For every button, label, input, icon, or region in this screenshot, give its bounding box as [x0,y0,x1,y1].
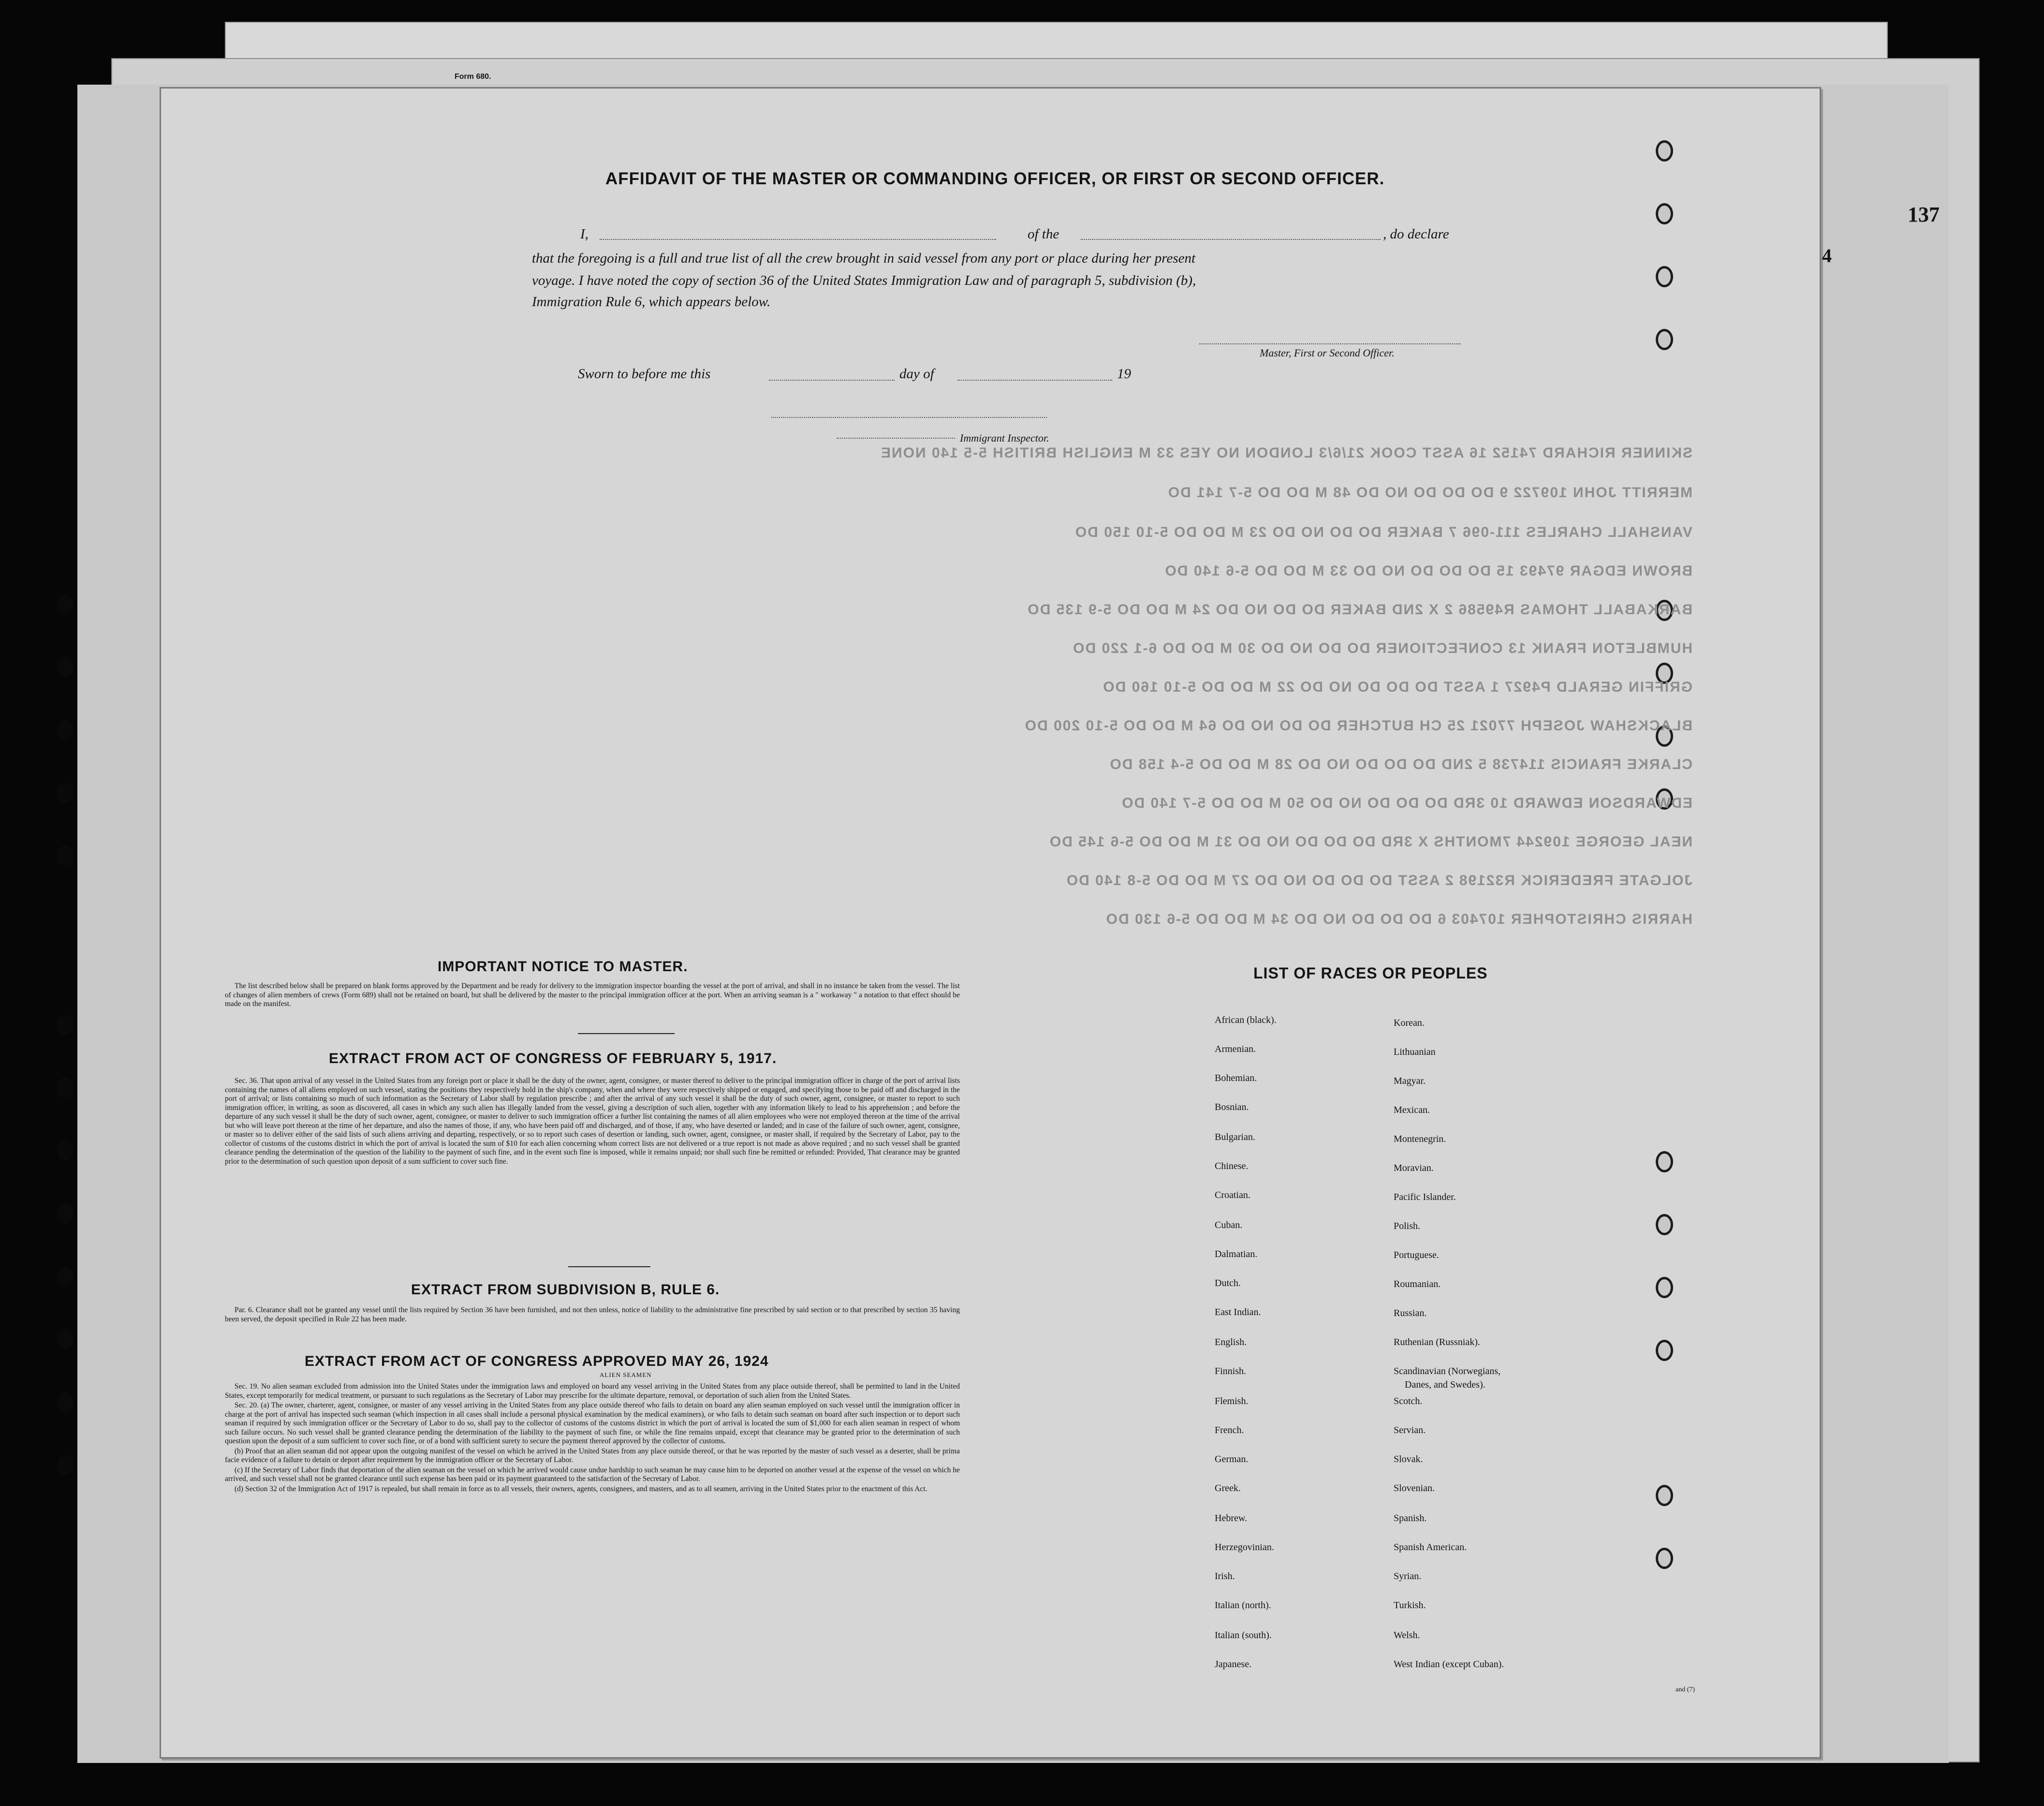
race-item: Moravian. [1394,1163,1434,1173]
name-blank [600,239,996,240]
punch-ring [1656,203,1673,224]
extract-1924-sec20b: (b) Proof that an alien seaman did not appear upon the outgoing manifest of the vessel on which he arrived in the United States from any place outside thereof, or that he was reported by the master of such vessel as a deserter, shall be prima facie evidence of a failure to detain or deport after requirement by the immigration officer or the Secretary of Labor. [225,1447,960,1464]
punch-ring [1656,266,1673,287]
race-item: Bohemian. [1215,1073,1257,1083]
race-item: Turkish. [1394,1600,1426,1611]
race-item: Irish. [1215,1571,1235,1582]
punch-ring [1656,329,1673,350]
bleed-through-row: GRIFFIN GERALD P4927 1 ASST DO DO DO NO DO 22 M DO DO 5-10 160 DO [1102,679,1692,695]
inspector-blank-upper [771,417,1047,418]
extract-rule6-text [225,1306,960,1325]
punch-hole [57,1078,74,1098]
bleed-through-row: VANSHALL CHARLES 111-096 7 BAKER DO DO NO DO 23 M DO DO 5-10 150 DO [1074,524,1692,540]
punch-hole [57,1015,74,1035]
bleed-through-row: HUMBLETON FRANK 13 CONFECTIONER DO DO NO DO 30 M DO DO 6-1 220 DO [1072,640,1692,656]
punch-ring [1656,1548,1673,1569]
race-item: East Indian. [1215,1307,1261,1317]
punch-hole [57,1455,74,1475]
sworn-day-blank [769,380,895,381]
sworn-text: Sworn to before me this [578,366,711,382]
race-item: German. [1215,1454,1249,1465]
race-item: Croatian. [1215,1190,1250,1200]
important-notice-title: IMPORTANT NOTICE TO MASTER. [438,959,688,975]
extract-1924-title: EXTRACT FROM ACT OF CONGRESS APPROVED MAY 26, 1924 [305,1353,769,1369]
extract-rule6-paragraph: Par. 6. Clearance shall not be granted any vessel until the lists required by Section 36 have been furnished, and not then unless, notice of liability to the administrative fine prescribed by said section or to that prescribed by section 35 having been served, the deposit specified in Rule 22 has been made. [225,1306,960,1323]
punch-hole [57,1140,74,1161]
extract-1917-text [225,1077,960,1167]
inspector-label: Immigrant Inspector. [960,432,1049,444]
race-item: Slovenian. [1394,1483,1435,1494]
race-item: Italian (south). [1215,1630,1272,1641]
race-item: Mexican. [1394,1105,1430,1115]
race-item: Greek. [1215,1483,1241,1494]
extract-1924-sec20a: Sec. 20. (a) The owner, charterer, agent, consignee, or master of any vessel arriving in the United States from any place outside thereof who fails to detain on board any alien seaman employed on such vessel until the immigration officer in charge at the port of arrival has inspected such seaman (which inspection in all cases shall include a personal physical examination by the medical examiners), or who fails to detain such seaman on board after such inspection or to deport such seaman if required by such immigration officer or the Secretary of Labor to do so, shall pay to the collector of customs of the customs district in which the port of arrival is located the sum of $1,000 for each alien seaman in respect of whom such failure occurs. No such vessel shall be granted clearance pending the determination of the liability to the payment of such fine, or while the fine remains unpaid, except that clearance may be granted prior to the determination of such question upon the deposit of a sum sufficient to cover such fine, or of a bond with sufficient surety to secure the payment thereof approved by the collector of customs. [225,1401,960,1445]
affidavit-i: I, [580,226,588,242]
affidavit-line-3: voyage. I have noted the copy of section 36 of the United States Immigration Law and of paragraph 5, subdivision (b), [532,273,1196,288]
extract-rule6-title: EXTRACT FROM SUBDIVISION B, RULE 6. [411,1282,720,1298]
punch-ring [1656,1340,1673,1361]
race-item: Polish. [1394,1221,1421,1231]
extract-1917-paragraph: Sec. 36. That upon arrival of any vessel in the United States from any foreign port or place it shall be the duty of the owner, agent, consignee, or master thereof to deliver to the principal immigration officer in charge of the port of arrival lists containing the names of all aliens employed on such vessel, stating the positions they respectively hold in the ship's company, when and where they were respectively shipped or engaged, and specifying those to be paid off and discharged in the port of arrival; or lists containing so much of such information as the Secretary of Labor shall by regulation prescribe ; and after the arrival of any such vessel it shall be the duty of such owner, agent, consignee, or master to report to such immigration officer, in writing, as soon as discovered, all cases in which any such alien has illegally landed from the vessel, giving a description of such alien, together with any information likely to lead to his apprehension ; and before the departure of any such vessel it shall be the duty of such owner, agent, consignee, or master to deliver to such immigration officer a further list containing the names of all alien employees who were not employed thereon at the time of the arrival but who will leave port thereon at the time of her departure, and also the names of those, if any, who have been paid off and discharged, and of those, if any, who have deserted or landed; and in case of the failure of such owner, agent, consignee, or master so to deliver either of the said lists of such aliens arriving and departing, respectively, or so to report such cases of desertion or landing, such owner, agent, consignee, or master shall, if required by the Secretary of Labor, pay to the collector of customs of the customs district in which the port of arrival is located the sum of $10 for each alien concerning whom correct lists are not delivered or a true report is not made as above required ; and no such vessel shall be granted clearance pending the determination of the question of the liability to the payment of such fine, and in the event such fine is imposed, while it remains unpaid; nor shall such fine be remitted or refunded: Provided, That clearance may be granted prior to the determination of such question upon deposit of a sum sufficient to cover such fine. [225,1077,960,1166]
important-notice-text [225,982,960,1010]
race-item: Armenian. [1215,1044,1256,1054]
race-item: Montenegrin. [1394,1134,1446,1144]
punch-ring [1656,1151,1673,1172]
race-item: Chinese. [1215,1161,1249,1171]
race-item: Dutch. [1215,1278,1241,1288]
affidavit-title: AFFIDAVIT OF THE MASTER OR COMMANDING OFFICER, OR FIRST OR SECOND OFFICER. [605,169,1385,188]
punch-ring [1656,140,1673,162]
affidavit-declare: , do declare [1383,226,1449,242]
sworn-month-blank [957,380,1112,381]
punch-hole [57,783,74,803]
inspector-blank [837,438,955,439]
affidavit-line-4: Immigration Rule 6, which appears below. [532,294,771,310]
race-item: Italian (north). [1215,1600,1271,1611]
section-divider [568,1266,650,1267]
punch-hole [57,1266,74,1287]
race-item: Herzegovinian. [1215,1542,1274,1553]
race-item: Roumanian. [1394,1279,1441,1289]
bleed-through-row: NEAL GEORGE 109244 7MONTHS X 3RD DO DO DO NO DO 31 M DO DO 5-6 145 DO [1048,834,1692,850]
bleed-through-row: HARRIS CHRISTOPHER 107403 6 DO DO DO NO DO 34 M DO DO 5-6 130 DO [1105,911,1692,927]
page-number: 137 [1908,203,1940,226]
race-item: Hebrew. [1215,1513,1248,1524]
race-item: Pacific Islander. [1394,1192,1456,1202]
race-item: Bosnian. [1215,1102,1249,1112]
section-divider [578,1033,675,1034]
punch-ring [1656,1485,1673,1506]
important-notice-paragraph: The list described below shall be prepared on blank forms approved by the Department and be ready for delivery to the immigration inspector boarding the vessel at the port of arrival, and shall in no instance be taken from the vessel. The list of changes of alien members of crews (Form 689) shall not be retained on board, but shall be delivered by the master to the principal immigration officer at the port. When an arriving seaman is a " workaway " a notation to that effect should be made on the manifest. [225,982,960,1008]
bleed-through-row: SKINNER RICHARD 74152 16 ASST COOK 21/6/3 LONDON NO YES 33 M ENGLISH BRITISH 5-5 140 NONE [880,445,1692,461]
race-item: Portuguese. [1394,1250,1439,1260]
race-item: Cuban. [1215,1220,1243,1230]
form-number: Form 680. [455,73,491,81]
race-item: Servian. [1394,1425,1426,1436]
race-item: Scandinavian (Norwegians, [1394,1366,1501,1377]
race-item: Flemish. [1215,1396,1249,1406]
page-mark: 4 [1822,245,1832,266]
race-item: Syrian. [1394,1571,1422,1582]
affidavit-line-2: that the foregoing is a full and true list of all the crew brought in said vessel from any port or place during her present [532,251,1196,266]
race-item: Korean. [1394,1018,1425,1028]
race-item: Magyar. [1394,1076,1426,1086]
signature-blank [1199,343,1460,344]
race-item-continued: Danes, and Swedes). [1405,1379,1485,1390]
punch-hole [57,845,74,866]
race-item: Japanese. [1215,1659,1252,1670]
race-item: French. [1215,1425,1244,1436]
race-item: Ruthenian (Russniak). [1394,1337,1480,1347]
race-item: English. [1215,1337,1247,1347]
bleed-through-row: MERRITT JOHN 109722 9 DO DO DO NO DO 48 M DO DO 5-7 141 DO [1167,485,1692,501]
extract-1924-sec20d: (d) Section 32 of the Immigration Act of 1917 is repealed, but shall remain in force as to all vessels, their owners, agents, consignees, and masters, and as to all seamen, arriving in the United States prior to the enactment of this Act. [235,1484,927,1493]
race-item: Spanish American. [1394,1542,1467,1553]
extract-1924-text [225,1382,960,1495]
race-item: Russian. [1394,1308,1427,1318]
race-item: Spanish. [1394,1513,1427,1524]
race-item: Welsh. [1394,1630,1420,1641]
race-item: Dalmatian. [1215,1249,1258,1259]
sworn-year: 19 [1117,366,1131,382]
extract-1924-sec20c: (c) If the Secretary of Labor finds that deportation of the alien seaman on the vessel on which he arrived would cause undue hardship to such seaman he may cause him to be deported on another vessel at the expense of the vessel on which he arrived, and such vessel shall not be granted clearance until such expense has been paid or its payment guaranteed to the satisfaction of the Secretary of Labor. [225,1466,960,1483]
punch-hole [57,1329,74,1349]
race-item: West Indian (except Cuban). [1394,1659,1504,1670]
bleed-through-row: CLARKE FRANCIS 114738 5 2ND DO DO DO NO DO 28 M DO DO 5-4 158 DO [1109,756,1692,772]
race-item: Finnish. [1215,1366,1247,1377]
punch-hole [57,657,74,677]
signature-label: Master, First or Second Officer. [1260,347,1395,359]
extract-1924-sec19: Sec. 19. No alien seaman excluded from admission into the United States under the immigration laws and employed on board any vessel arriving in the United States from any place outside thereof, shall be permitted to land in the United States, except temporarily for medical treatment, or pursuant to such regulations as the Secretary of Labor may prescribe for the ultimate departure, removal, or deportation of such alien from the United States. [225,1382,960,1400]
bleed-through-row: EDWARDSON EDWARD 10 3RD DO DO DO NO DO 50 M DO DO 5-7 140 DO [1121,795,1692,811]
race-item: Scotch. [1394,1396,1423,1406]
punch-hole [57,1203,74,1224]
punch-hole [57,720,74,740]
race-item: Lithuanian [1394,1047,1436,1057]
bleed-through-row: BROWN EDGAR 97493 15 DO DO DO NO DO 33 M DO DO 5-6 140 DO [1164,563,1692,579]
sworn-day-of: day of [899,366,934,382]
alien-seamen-subtitle: ALIEN SEAMEN [600,1371,652,1378]
bleed-through-row: BLACKSHAW JOSEPH 77021 25 CH BUTCHER DO DO NO DO 64 M DO DO 5-10 200 DO [1024,718,1692,734]
race-item: African (black). [1215,1015,1277,1025]
race-item: Slovak. [1394,1454,1423,1465]
footer-mark: and (7) [1676,1686,1695,1693]
punch-hole [57,594,74,614]
extract-1917-title: EXTRACT FROM ACT OF CONGRESS OF FEBRUARY 5, 1917. [329,1051,777,1066]
punch-ring [1656,1214,1673,1235]
bleed-through-row: BARKABALL THOMAS R49586 2 X 2ND BAKER DO DO NO DO 24 M DO DO 5-9 135 DO [1027,602,1692,618]
punch-ring [1656,1277,1673,1298]
race-item: Bulgarian. [1215,1132,1255,1142]
bleed-through-row: JOLGATE FREDERICK R32198 2 ASST DO DO DO NO DO 27 M DO DO 5-8 140 DO [1065,873,1692,888]
races-title: LIST OF RACES OR PEOPLES [1253,964,1488,982]
affidavit-of-the: of the [1028,226,1059,242]
punch-hole [57,1392,74,1412]
vessel-blank [1081,239,1381,240]
